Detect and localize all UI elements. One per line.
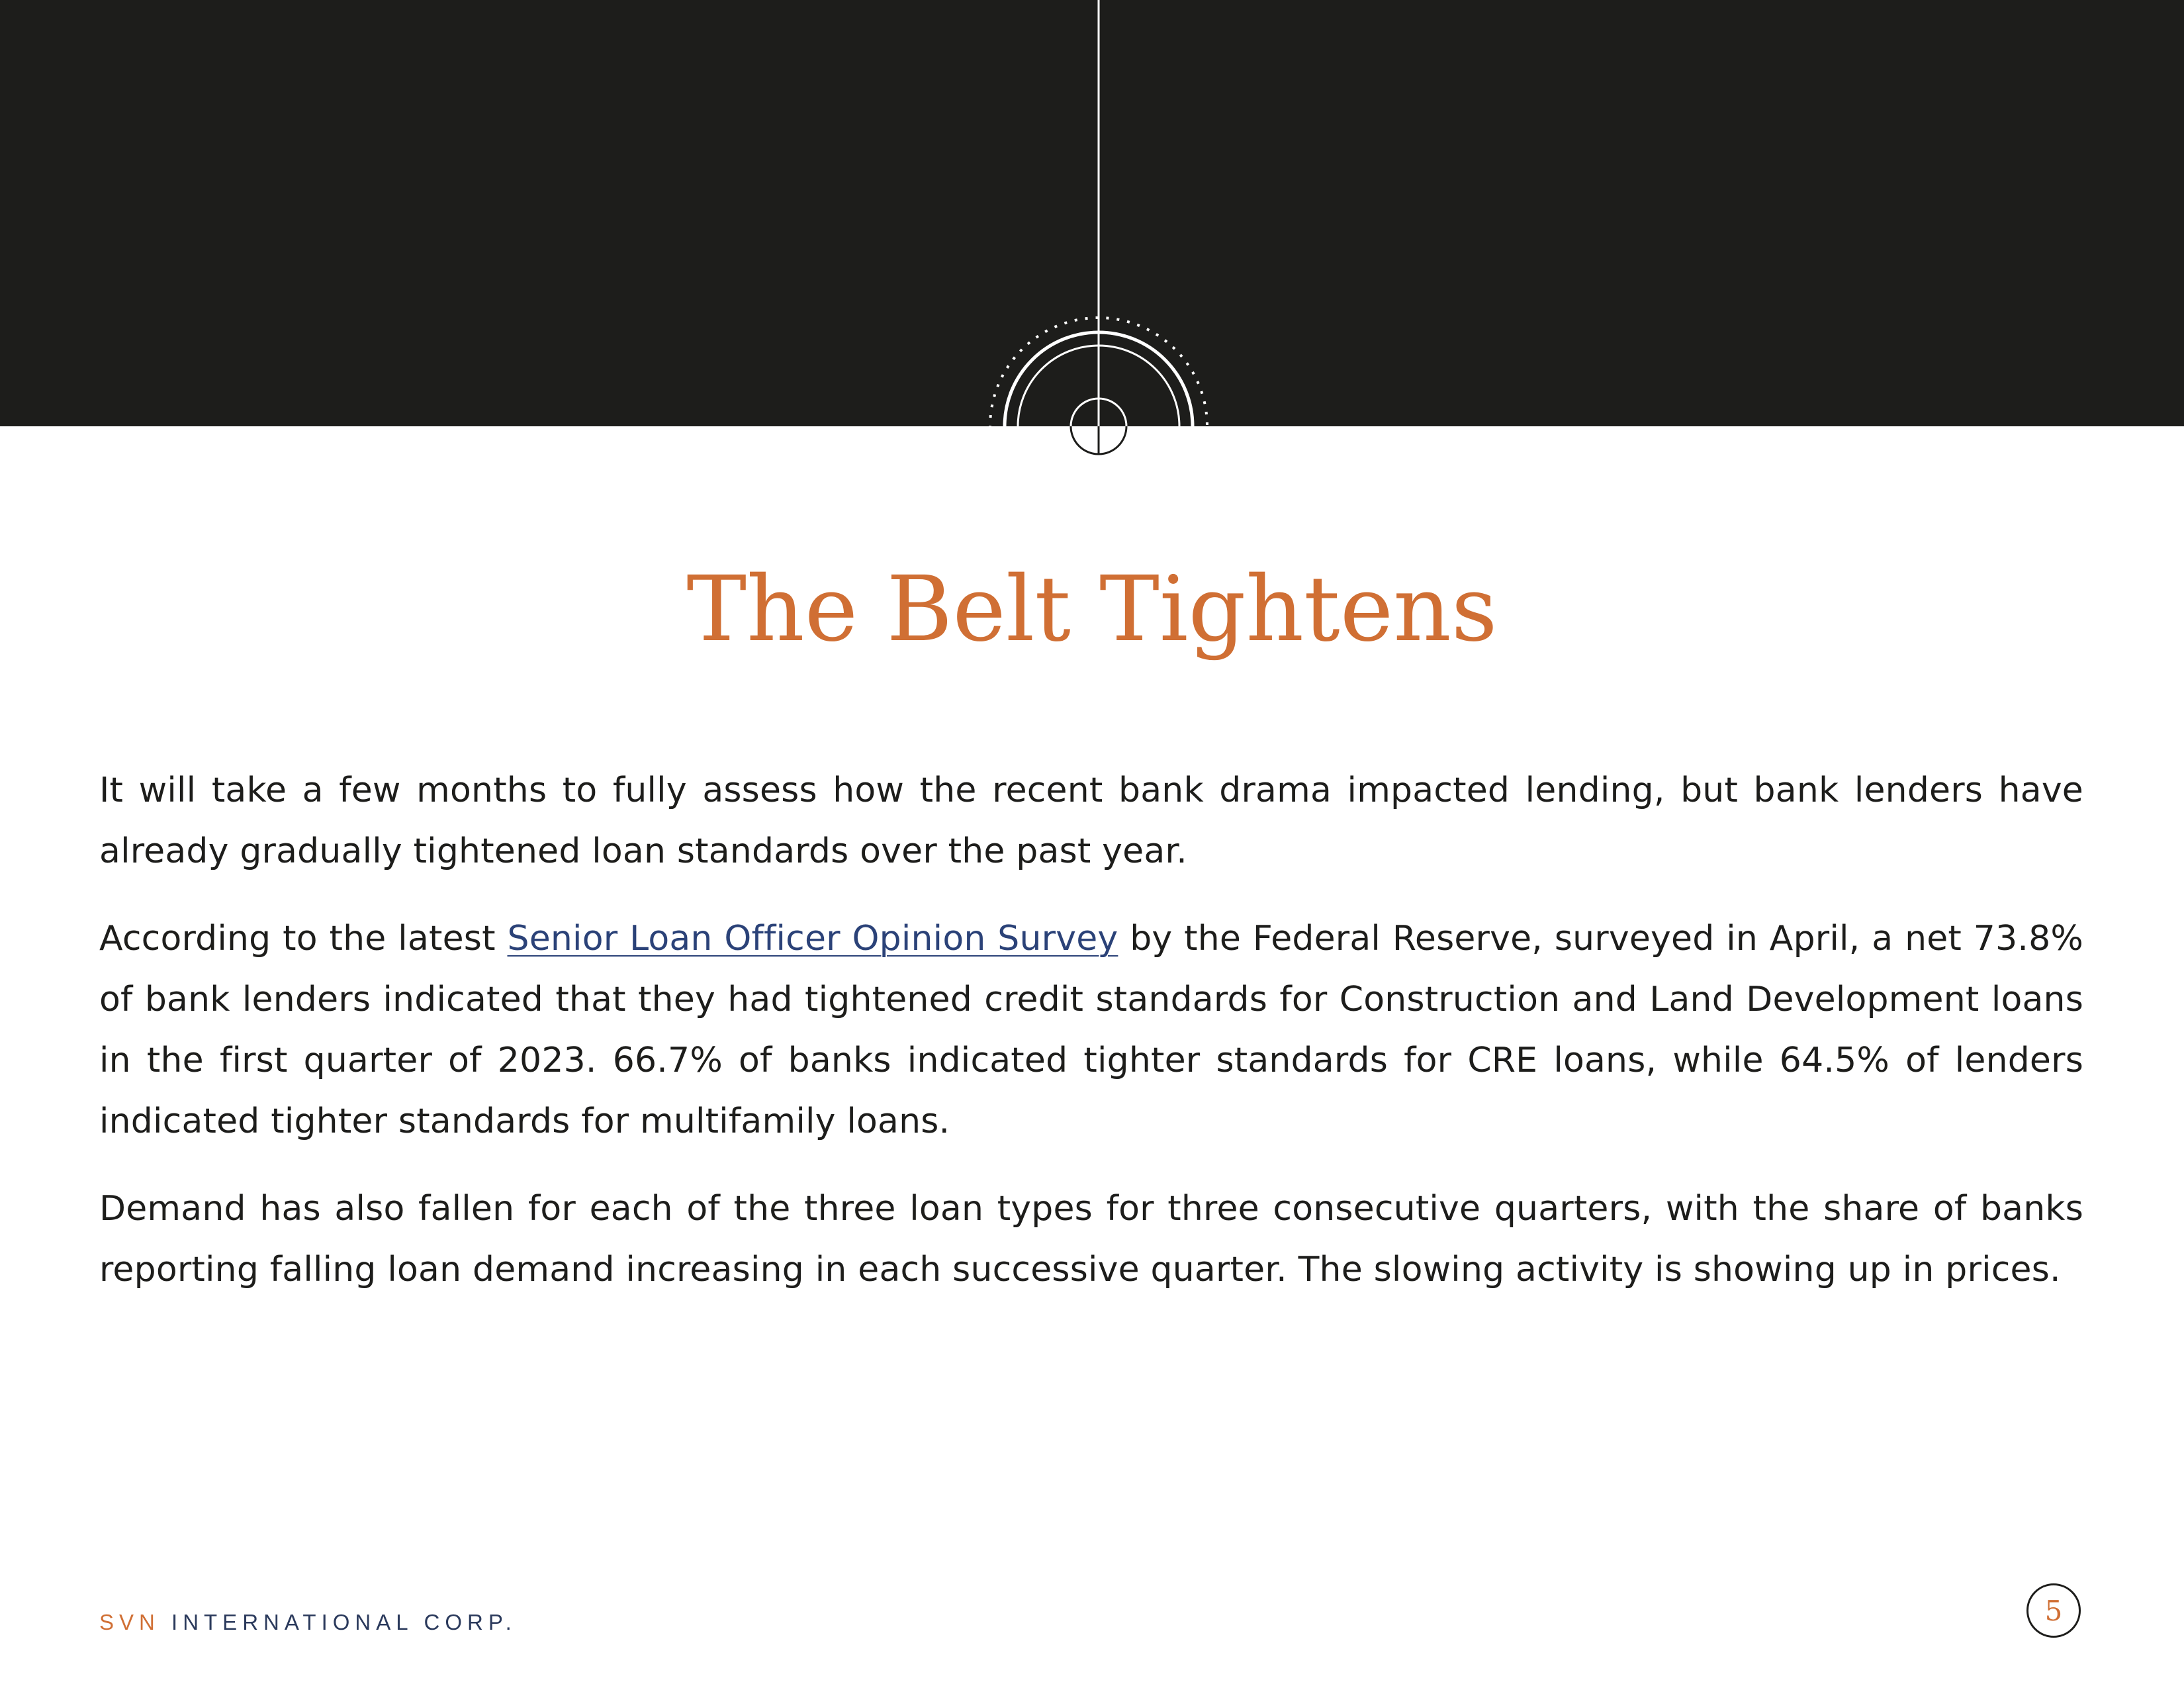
- paragraph-1: It will take a few months to fully assess how the recent bank drama impacted lending, but bank lenders have already gradually tightened loan standards over the past year.: [99, 771, 2083, 871]
- body-text: [99, 760, 2083, 1327]
- page-number: 5: [2044, 1594, 2063, 1627]
- footer-brand: [99, 1610, 517, 1635]
- paragraph-2-lead: According to the latest: [99, 919, 508, 959]
- paragraph-3: Demand has also fallen for each of the three loan types for three consecutive quarters, with the share of banks reporting falling loan demand increasing in each successive quarter. The slowing activity is showing up in prices.: [99, 1189, 2083, 1289]
- brand-name: INTERNATIONAL CORP.: [159, 1610, 517, 1634]
- page-number-badge: [2026, 1583, 2081, 1638]
- page-title: The Belt Tightens: [686, 557, 1498, 662]
- paragraph-2-rest: by the Federal Reserve, surveyed in April, a net 73.8% of bank lenders indicated that they had tightened credit standards for Construction and Land Development loans in the first quarter of 2023. 66.7% of banks indicated tighter standards for CRE loans, while 64.5% of lenders indicated tighter standards for multifamily loans.: [99, 919, 2084, 1141]
- brand-svn: SVN: [99, 1610, 160, 1634]
- survey-link[interactable]: Senior Loan Officer Opinion Survey: [507, 919, 1118, 959]
- paragraph-2: [99, 908, 2083, 1152]
- compass-emblem-icon: [0, 0, 2184, 477]
